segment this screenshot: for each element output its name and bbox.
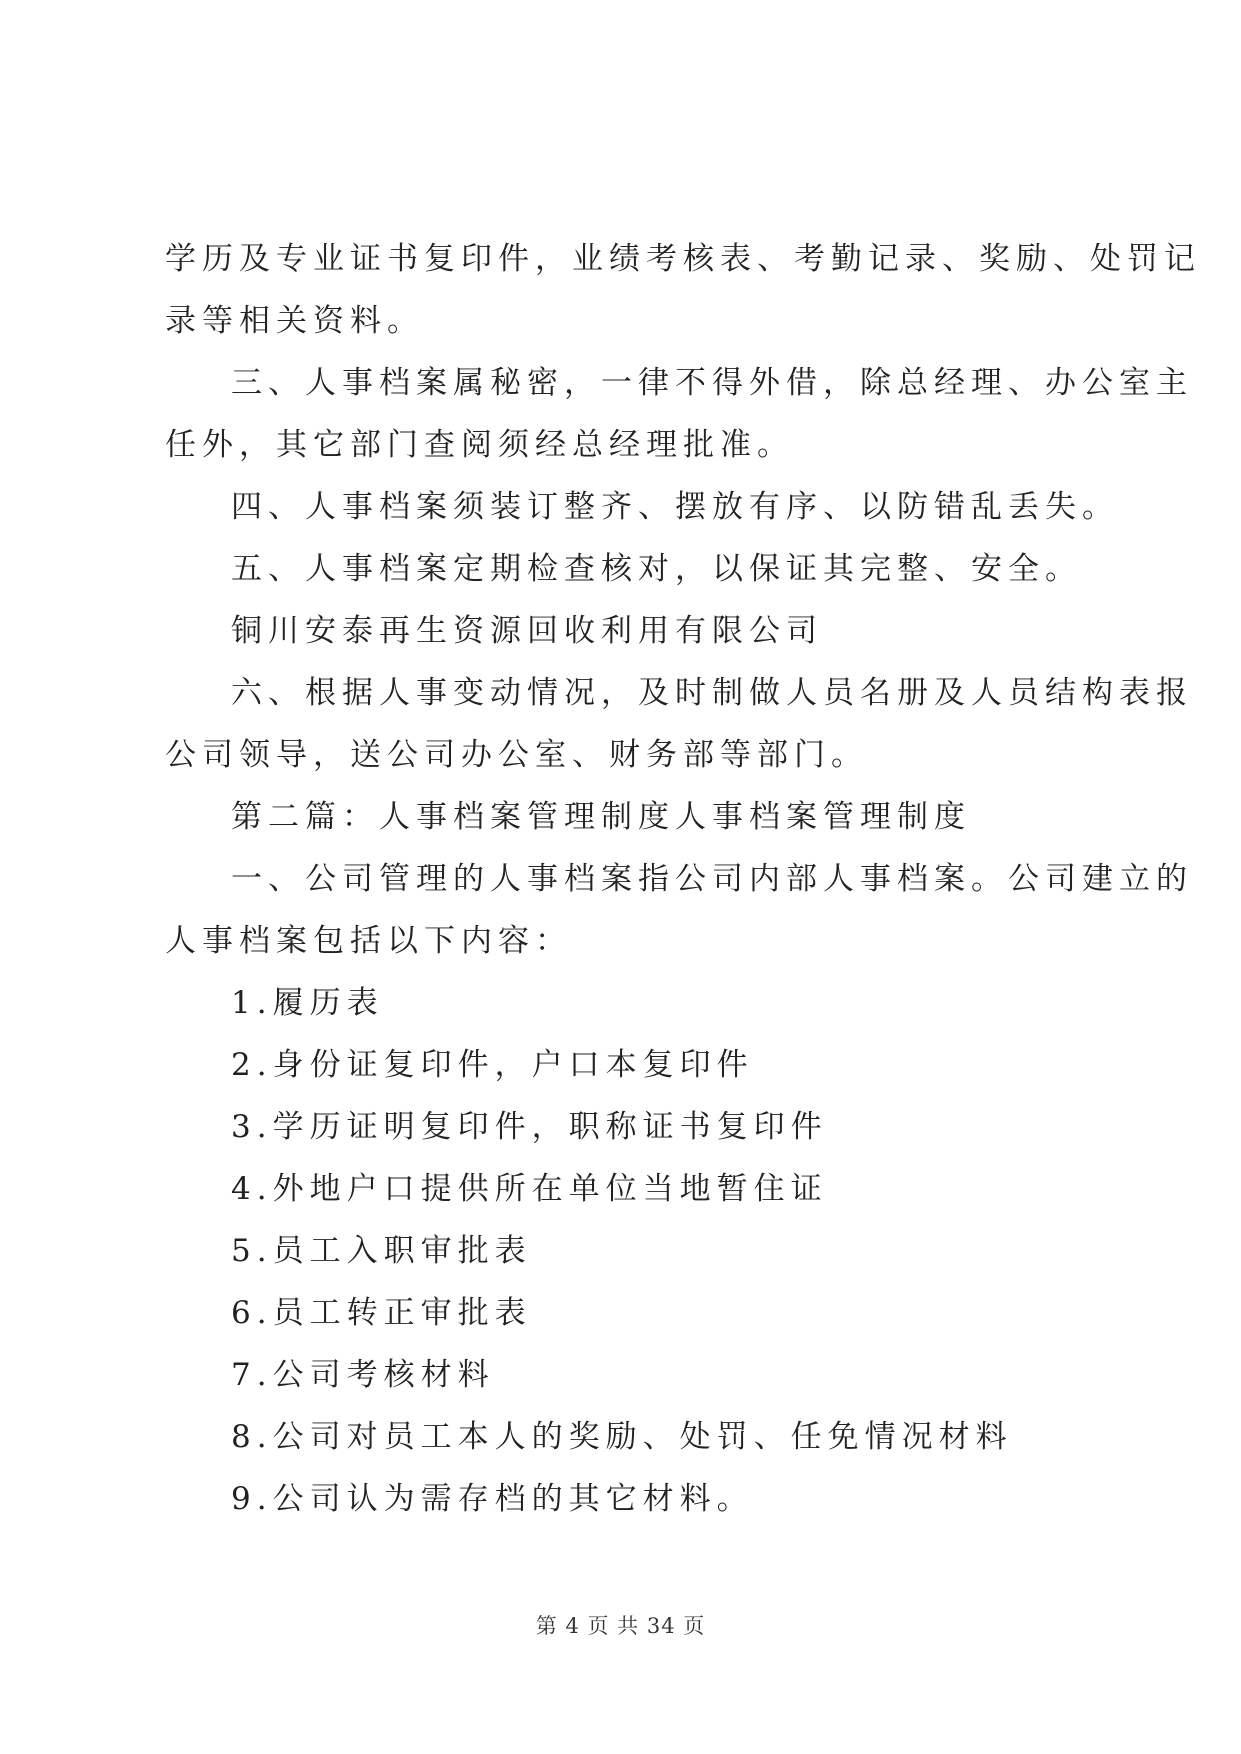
paragraph-line: 六、根据人事变动情况，及时制做人员名册及人员结构表报 [231, 675, 1193, 711]
list-item: 6.员工转正审批表 [231, 1295, 532, 1331]
paragraph-line: 任外，其它部门查阅须经总经理批准。 [165, 427, 794, 463]
list-item: 3.学历证明复印件，职称证书复印件 [231, 1109, 828, 1145]
list-item: 8.公司对员工本人的奖励、处罚、任免情况材料 [231, 1419, 1013, 1455]
document-body [165, 228, 1201, 1530]
paragraph-line: 五、人事档案定期检查核对，以保证其完整、安全。 [231, 551, 1082, 587]
paragraph-line: 一、公司管理的人事档案指公司内部人事档案。公司建立的 [231, 861, 1193, 897]
list-item: 2.身份证复印件，户口本复印件 [231, 1047, 754, 1083]
list-item: 9.公司认为需存档的其它材料。 [231, 1481, 754, 1517]
list-item: 1.履历表 [231, 985, 384, 1021]
company-name: 铜川安泰再生资源回收利用有限公司 [231, 613, 823, 649]
page-number-footer: 第 4 页 共 34 页 [535, 1614, 706, 1638]
paragraph-line: 录等相关资料。 [165, 303, 424, 339]
paragraph-line: 人事档案包括以下内容： [165, 923, 572, 959]
list-item: 5.员工入职审批表 [231, 1233, 532, 1269]
section-heading: 第二篇：人事档案管理制度人事档案管理制度 [231, 799, 971, 835]
list-item: 4.外地户口提供所在单位当地暂住证 [231, 1171, 828, 1207]
paragraph-line: 公司领导，送公司办公室、财务部等部门。 [165, 737, 868, 773]
paragraph-line: 三、人事档案属秘密，一律不得外借，除总经理、办公室主 [231, 365, 1193, 401]
list-item: 7.公司考核材料 [231, 1357, 495, 1393]
paragraph-line: 四、人事档案须装订整齐、摆放有序、以防错乱丢失。 [231, 489, 1119, 525]
paragraph-line: 学历及专业证书复印件，业绩考核表、考勤记录、奖励、处罚记 [165, 241, 1201, 277]
